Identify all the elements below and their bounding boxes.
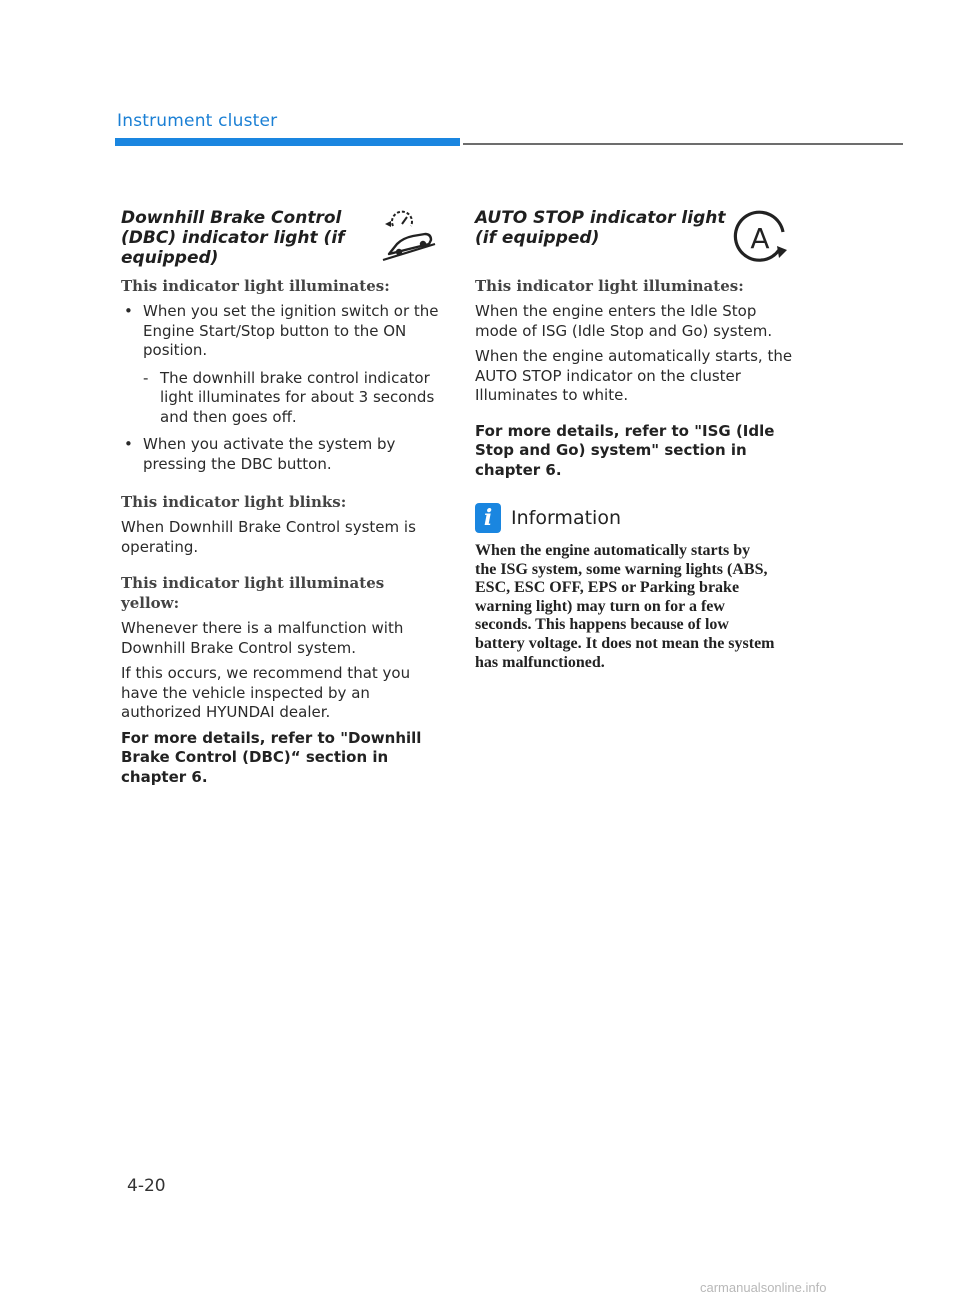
downhill-brake-control-icon xyxy=(379,210,437,262)
dbc-section-header xyxy=(121,208,443,268)
dbc-yellow-label: This indicator light illuminates yellow: xyxy=(121,574,385,612)
auto-stop-refer-text: For more details, refer to "ISG (Idle Stop and Go) system" section in chapter 6. xyxy=(475,421,775,479)
list-item-text: When you set the ignition switch or the Engine Start/Stop button to the ON position. xyxy=(143,302,439,359)
auto-stop-icon xyxy=(729,210,791,264)
auto-stop-paragraph-1: When the engine enters the Idle Stop mode of ISG (Idle Stop and Go) system. xyxy=(475,302,773,340)
bullet-mark: • xyxy=(124,435,133,453)
list-item-text: When you activate the system by pressing the DBC button. xyxy=(143,435,396,473)
sub-list-item xyxy=(121,369,443,428)
header-accent-rule xyxy=(115,138,460,146)
svg-text:A: A xyxy=(750,222,770,255)
information-text: When the engine automatically starts by the ISG system, some warning lights (ABS, ESC, ESC OFF, EPS or Parking brake warning light) may turn on for a few seconds. This happens because of low battery voltage. It does not mean the system has malfunctioned. xyxy=(475,542,775,671)
auto-stop-section-header xyxy=(475,208,795,264)
running-header: Instrument cluster xyxy=(117,111,278,131)
list-item xyxy=(121,435,443,474)
dbc-illuminates-label: This indicator light illuminates: xyxy=(121,277,390,295)
dbc-blinks-label: This indicator light blinks: xyxy=(121,493,347,511)
information-icon: i xyxy=(475,503,501,533)
auto-stop-paragraph-2: When the engine automatically starts, the AUTO STOP indicator on the cluster Illuminates to white. xyxy=(475,347,793,404)
dbc-refer-text: For more details, refer to "Downhill Brake Control (DBC)“ section in chapter 6. xyxy=(121,728,422,786)
bullet-mark: • xyxy=(124,302,133,320)
right-column xyxy=(475,208,795,672)
left-column xyxy=(121,208,443,793)
dbc-section-title: Downhill Brake Control (DBC) indicator light (if equipped) xyxy=(121,208,345,268)
sub-list-item-text: The downhill brake control indicator light illuminates for about 3 seconds and then goes off. xyxy=(160,368,435,426)
dbc-recommend-text: If this occurs, we recommend that you have the vehicle inspected by an authorized HYUNDAI dealer. xyxy=(121,664,411,721)
header-divider-rule xyxy=(463,143,903,145)
page-number: 4-20 xyxy=(127,1176,166,1196)
auto-stop-section-title: AUTO STOP indicator light (if equipped) xyxy=(475,208,726,248)
information-header xyxy=(475,502,795,534)
dash-mark: - xyxy=(143,368,149,387)
watermark: carmanualsonline.info xyxy=(700,1280,827,1295)
auto-stop-illuminates-label: This indicator light illuminates: xyxy=(475,277,744,295)
information-title: Information xyxy=(511,507,621,529)
dbc-blinks-text: When Downhill Brake Control system is operating. xyxy=(121,518,416,556)
dbc-yellow-text: Whenever there is a malfunction with Downhill Brake Control system. xyxy=(121,619,404,657)
list-item xyxy=(121,302,443,361)
